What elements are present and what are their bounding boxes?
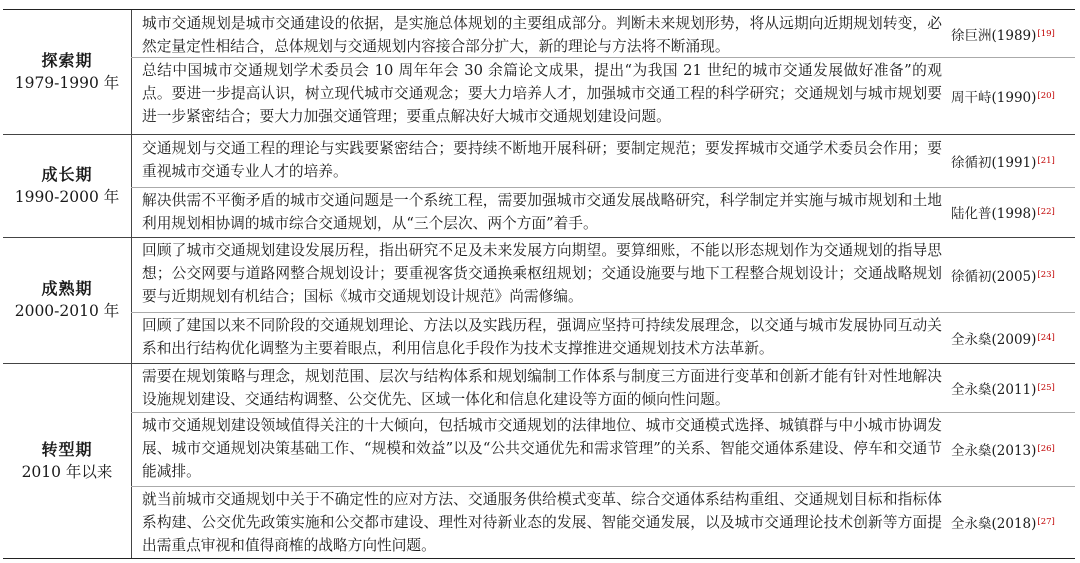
author-year: 全永燊(2018) bbox=[951, 516, 1037, 532]
period-divider bbox=[3, 237, 1075, 238]
period-cell bbox=[3, 237, 132, 363]
row-divider bbox=[131, 486, 1075, 487]
period-name: 成长期 bbox=[41, 164, 93, 184]
author-cell: 陆化普(1998) [22] bbox=[951, 187, 1075, 237]
period-years: 1979-1990 年 bbox=[14, 74, 120, 92]
period-cell bbox=[3, 10, 132, 134]
author-cell: 徐循初(2005) [23] bbox=[951, 237, 1075, 312]
author-year: 全永燊(2009) bbox=[951, 331, 1037, 348]
period-cell bbox=[3, 134, 132, 237]
summary-text: 就当前城市交通规划中关于不确定性的应对方法、交通服务供给模式变革、综合交通体系结构重组、交通规划目标和指标体系构建、公交优先政策实施和公交都市建设、理性对待新业态的发展、智能交通发展，以及城市交通理论技术创新等方面提出需重点审视和值得商榷的战略方向性问题。 bbox=[142, 491, 942, 554]
author-cell: 周干峙(1990) [20] bbox=[951, 57, 1075, 134]
period-divider bbox=[3, 363, 1075, 364]
summary-text: 总结中国城市交通规划学术委员会 10 周年年会 30 余篇论文成果，提出“为我国 21 世纪的城市交通发展做好准备”的观点。要进一步提高认识，树立现代城市交通观念；要大力培养人才，加强城市交通工程的科学研究；交通规划与城市规划要进一步紧密结合；要大力加强交通管理；要重点解决好大城市交通规划建设问题。 bbox=[142, 62, 942, 125]
period-years: 2000-2010 年 bbox=[14, 302, 120, 320]
period-years: 1990-2000 年 bbox=[14, 187, 120, 206]
period-years: 2010 年以来 bbox=[21, 462, 113, 481]
summary-text: 回顾了建国以来不同阶段的交通规划理论、方法以及实践历程，强调应坚持可持续发展理念，以交通与城市发展协同互动关系和出行结构优化调整为主要着眼点，利用信息化手段作为技术支撑推进交通规划技术方法革新。 bbox=[142, 317, 942, 357]
author-cell: 全永燊(2013) [26] bbox=[951, 412, 1075, 486]
author-cell: 徐巨洲(1989) [19] bbox=[951, 10, 1075, 57]
period-cell bbox=[3, 363, 132, 558]
literature-review-table bbox=[3, 9, 1075, 559]
row-divider bbox=[131, 57, 1075, 58]
summary-text: 城市交通规划建设领域值得关注的十大倾向，包括城市交通规划的法律地位、城市交通模式选择、城镇群与中小城市协调发展、城市交通规划决策基础工作、“规模和效益”以及“公共交通优先和需求管理”的关系、智能交通体系建设、停车和交通节能减排。 bbox=[142, 417, 942, 480]
author-cell: 全永燊(2018) [27] bbox=[951, 486, 1075, 558]
author-year: 全永燊(2011) bbox=[951, 381, 1037, 398]
author-cell: 全永燊(2009) [24] bbox=[951, 312, 1075, 363]
author-year: 徐巨洲(1989) bbox=[951, 27, 1037, 44]
author-year: 全永燊(2013) bbox=[951, 443, 1037, 459]
period-name: 探索期 bbox=[41, 51, 93, 70]
author-year: 陆化普(1998) bbox=[951, 206, 1037, 222]
summary-text: 需要在规划策略与理念，规划范围、层次与结构体系和规划编制工作体系与制度三方面进行变革和创新才能有针对性地解决设施规划建设、交通结构调整、公交优先、区域一体化和信息化建设等方面的倾向性问题。 bbox=[142, 368, 942, 408]
author-cell: 徐循初(1991) [21] bbox=[951, 134, 1075, 187]
period-name: 转型期 bbox=[41, 439, 93, 459]
period-name: 成熟期 bbox=[41, 279, 93, 298]
author-year: 周干峙(1990) bbox=[951, 89, 1037, 106]
summary-text: 交通规划与交通工程的理论与实践要紧密结合；要持续不断地开展科研；要制定规范；要发挥城市交通学术委员会作用；要重视城市交通专业人才的培养。 bbox=[142, 140, 942, 180]
author-year: 徐循初(2005) bbox=[951, 268, 1037, 285]
summary-text: 回顾了城市交通规划建设发展历程，指出研究不足及未来发展方向期望。要算细账，不能以形态规划作为交通规划的指导思想；公交网要与道路网整合规划设计；要重视客货交通换乘枢纽规划；交通设施要与地下工程整合规划设计；交通战略规划要与近期规划有机结合；国标《城市交通规划设计规范》尚需修编。 bbox=[142, 242, 942, 305]
row-divider bbox=[131, 412, 1075, 413]
row-divider bbox=[131, 187, 1075, 188]
row-divider bbox=[131, 312, 1075, 313]
summary-text: 城市交通规划是城市交通建设的依据，是实施总体规划的主要组成部分。判断未来规划形势，将从远期向近期规划转变，必然定量定性相结合，总体规划与交通规划内容接合部分扩大，新的理论与方法将不断涌现。 bbox=[142, 15, 942, 55]
author-year: 徐循初(1991) bbox=[951, 154, 1037, 171]
period-divider bbox=[3, 134, 1075, 135]
summary-text: 解决供需不平衡矛盾的城市交通问题是一个系统工程，需要加强城市交通发展战略研究，科学制定并实施与城市规划和土地利用规划相协调的城市综合交通规划，从“三个层次、两个方面”着手。 bbox=[142, 192, 942, 232]
author-cell: 全永燊(2011) [25] bbox=[951, 363, 1075, 412]
